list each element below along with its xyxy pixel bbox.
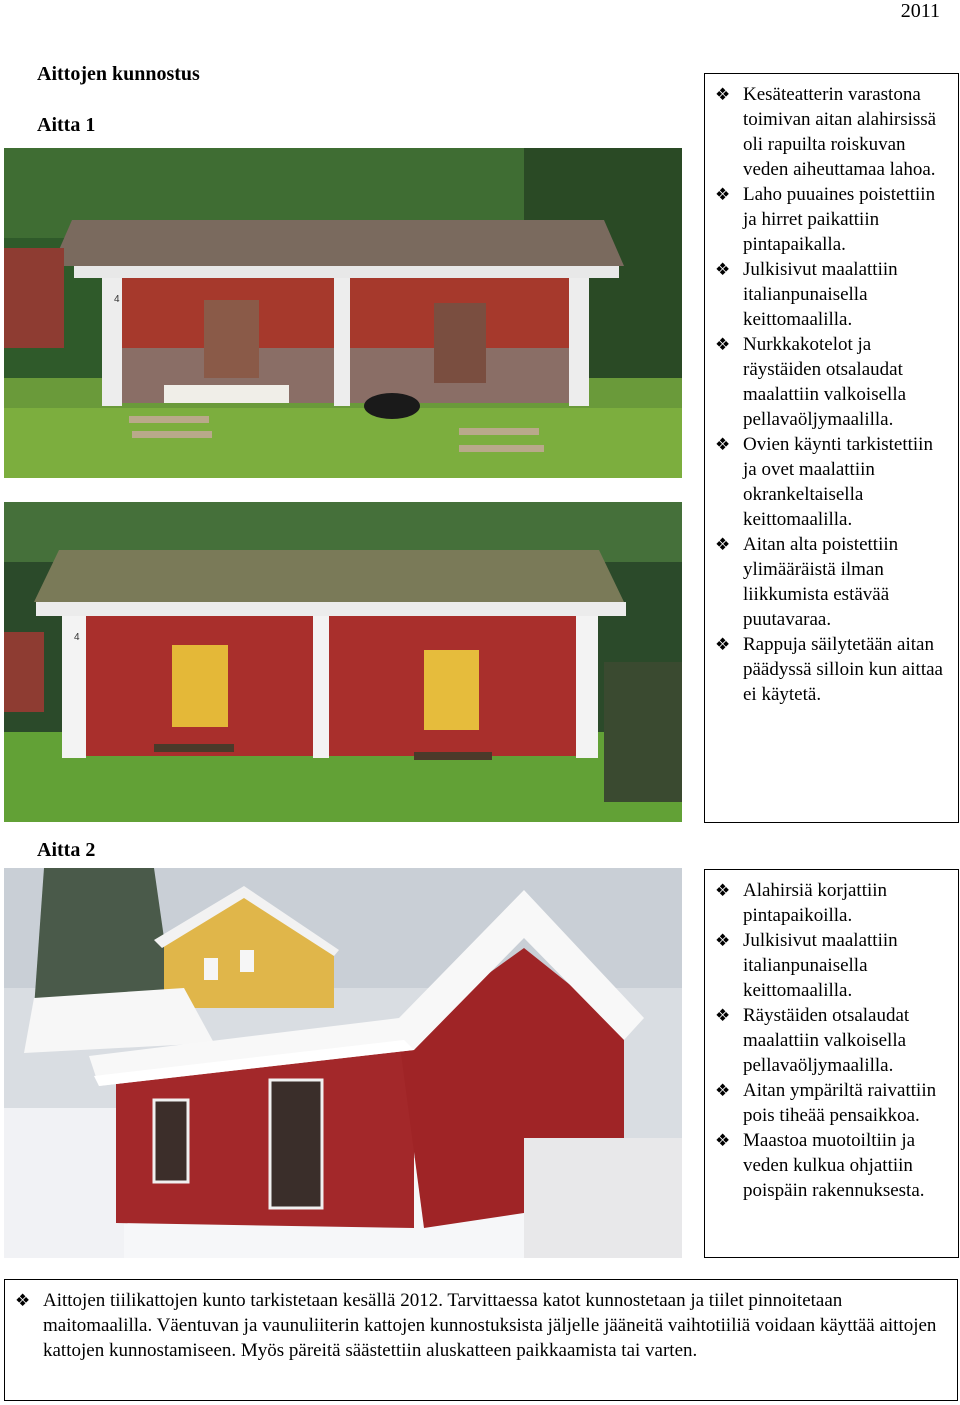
list-item: ❖ Julkisivut maalattiin italianpunaisella keittomaalilla. [715,930,898,1001]
aitta2-photo [4,868,682,1258]
diamond-bullet-icon: ❖ [715,1081,731,1100]
aitta2-list-box [704,869,959,1258]
page-year: 2011 [900,0,940,22]
aitta2-title: Aitta 2 [37,839,96,861]
list-item: ❖ Maastoa muotoiltiin ja veden kulkua ohjattiin poispäin rakennuksesta. [715,1130,925,1201]
diamond-bullet-icon: ❖ [715,260,731,279]
list-item: ❖ Aitan ympäriltä raivattiin pois tiheää pensaikkoa. [715,1080,937,1126]
list-item: ❖ Alahirsiä korjattiin pintapaikoilla. [715,880,888,926]
diamond-bullet-icon: ❖ [715,435,731,454]
aitta1-photo-after [4,502,682,822]
list-item: ❖ Laho puuaines poistettiin ja hirret paikattiin pintapaikalla. [715,184,936,255]
list-item: ❖ Julkisivut maalattiin italianpunaisella keittomaalilla. [715,259,898,330]
diamond-bullet-icon: ❖ [715,185,731,204]
list-item: ❖ Nurkkakotelot ja räystäiden otsalaudat maalattiin valkoisella pellavaöljymaalilla. [715,334,907,430]
list-item: ❖ Rappuja säilytetään aitan päädyssä silloin kun aittaa ei käytetä. [715,634,943,705]
diamond-bullet-icon: ❖ [715,1006,731,1025]
aitta1-photo-before [4,148,682,478]
aitta1-list-box [704,73,959,823]
svg-text:4: 4 [114,294,120,305]
diamond-bullet-icon: ❖ [715,535,731,554]
bottom-note-box [4,1279,958,1401]
section-title: Aittojen kunnostus [37,63,200,85]
diamond-bullet-icon: ❖ [715,335,731,354]
diamond-bullet-icon: ❖ [715,1131,731,1150]
diamond-bullet-icon: ❖ [715,931,731,950]
diamond-bullet-icon: ❖ [15,1291,31,1310]
aitta1-title: Aitta 1 [37,114,96,136]
list-item: ❖ Ovien käynti tarkistettiin ja ovet maalattiin okrankeltaisella keittomaalilla. [715,434,933,530]
list-item: ❖ Kesäteatterin varastona toimivan aitan alahirsissä oli rapuilta roiskuvan veden aiheuttamaa lahoa. [715,84,937,180]
list-item: ❖ Aitan alta poistettiin ylimääräistä ilman liikkumista estävää puutavaraa. [715,534,899,630]
diamond-bullet-icon: ❖ [715,881,731,900]
diamond-bullet-icon: ❖ [715,85,731,104]
bottom-note-text: Aittojen tiilikattojen kunto tarkistetaan kesällä 2012. Tarvittaessa katot kunnostetaan ja tiilet pinnoitetaan maitomaalilla. Väentuvan ja vaunuliiterin kattojen kunnostuksista jäljelle jääneitä vaihtotiiliä voidaan käyttää aittojen kattojen kunnostamiseen. Myös päreitä säästettiin aluskatteen paikkaamista tai varten. [43,1290,937,1361]
list-item: ❖ Räystäiden otsalaudat maalattiin valkoisella pellavaöljymaalilla. [715,1005,910,1076]
diamond-bullet-icon: ❖ [715,635,731,654]
svg-text:4: 4 [74,632,80,643]
